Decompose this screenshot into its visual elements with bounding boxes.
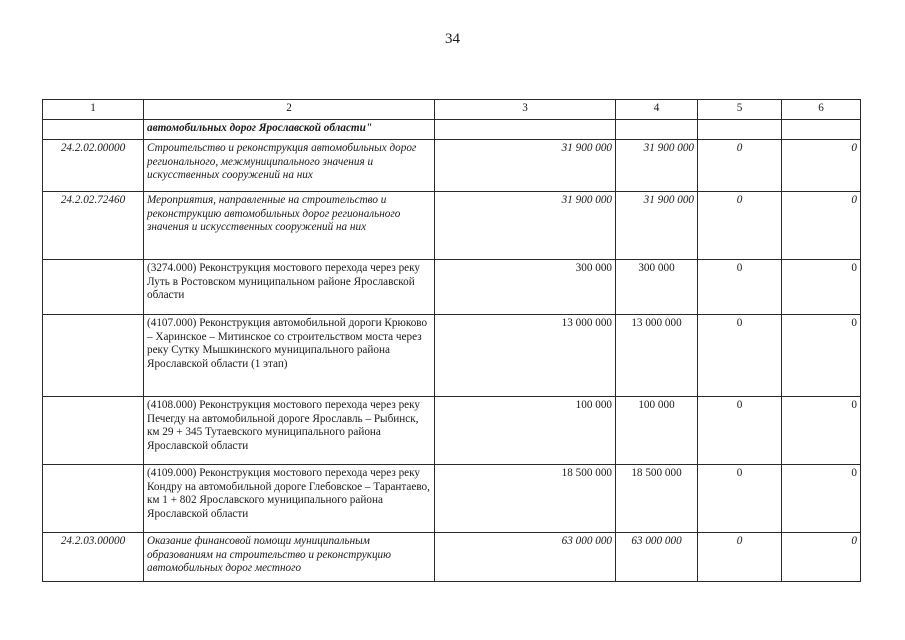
row-col5: 0 [698,533,782,582]
row-col3: 18 500 000 [435,465,616,533]
row-code: 24.2.02.72460 [43,192,144,260]
header-row [43,100,861,120]
row-col6: 0 [782,315,861,397]
row-code [43,465,144,533]
row-name: Мероприятия, направленные на строительство и реконструкцию автомобильных дорог регионального значения и искусственных сооружений на них [144,192,435,260]
row-code [43,315,144,397]
row-code: 24.2.03.00000 [43,533,144,582]
row-code [43,397,144,465]
row-col5: 0 [698,465,782,533]
row-name: Строительство и реконструкция автомобильных дорог регионального, межмуниципального значения и искусственных сооружений на них [144,140,435,192]
empty-cell [698,120,782,140]
row-col4: 300 000 [616,260,698,315]
column-header: 5 [698,100,782,120]
row-col4: 63 000 000 [616,533,698,582]
row-col3: 63 000 000 [435,533,616,582]
page-number: 34 [445,31,460,47]
row-col5: 0 [698,140,782,192]
column-header: 1 [43,100,144,120]
column-header: 2 [144,100,435,120]
row-col5: 0 [698,192,782,260]
row-col6: 0 [782,397,861,465]
empty-cell [782,120,861,140]
row-col6: 0 [782,465,861,533]
column-header: 4 [616,100,698,120]
row-code: 24.2.02.00000 [43,140,144,192]
row-name: (3274.000) Реконструкция мостового перехода через реку Луть в Ростовском муниципальном районе Ярославской области [144,260,435,315]
row-col4: 31 900 000 [616,192,698,260]
row-col6: 0 [782,192,861,260]
row-name: Оказание финансовой помощи муниципальным образованиям на строительство и реконструкцию автомобильных дорог местного [144,533,435,582]
table-row [43,192,861,260]
empty-cell [43,120,144,140]
row-col4: 100 000 [616,397,698,465]
row-name: (4108.000) Реконструкция мостового перехода через реку Печегду на автомобильной дороге Ярославль – Рыбинск, км 29 + 345 Тутаевского муниципального района Ярославской области [144,397,435,465]
continuation-row [43,120,861,140]
row-col6: 0 [782,533,861,582]
row-col5: 0 [698,260,782,315]
continuation-text: автомобильных дорог Ярославской области" [144,120,435,140]
table-row [43,260,861,315]
row-col4: 13 000 000 [616,315,698,397]
row-col3: 31 900 000 [435,140,616,192]
table-row [43,533,861,582]
budget-table [42,99,861,582]
row-col3: 300 000 [435,260,616,315]
empty-cell [435,120,616,140]
table-row [43,315,861,397]
row-col6: 0 [782,140,861,192]
row-col6: 0 [782,260,861,315]
table-row [43,465,861,533]
row-name: (4107.000) Реконструкция автомобильной дороги Крюково – Харинское – Митинское со строительством моста через реку Сутку Мышкинского муниципального района Ярославской области (1 этап) [144,315,435,397]
row-col5: 0 [698,397,782,465]
row-col5: 0 [698,315,782,397]
row-code [43,260,144,315]
row-col4: 31 900 000 [616,140,698,192]
table-row [43,397,861,465]
row-col4: 18 500 000 [616,465,698,533]
row-col3: 100 000 [435,397,616,465]
row-name: (4109.000) Реконструкция мостового перехода через реку Кондру на автомобильной дороге Глебовское – Тарантаево, км 1 + 802 Ярославского муниципального района Ярославской области [144,465,435,533]
column-header: 3 [435,100,616,120]
row-col3: 31 900 000 [435,192,616,260]
empty-cell [616,120,698,140]
table-row [43,140,861,192]
column-header: 6 [782,100,861,120]
row-col3: 13 000 000 [435,315,616,397]
